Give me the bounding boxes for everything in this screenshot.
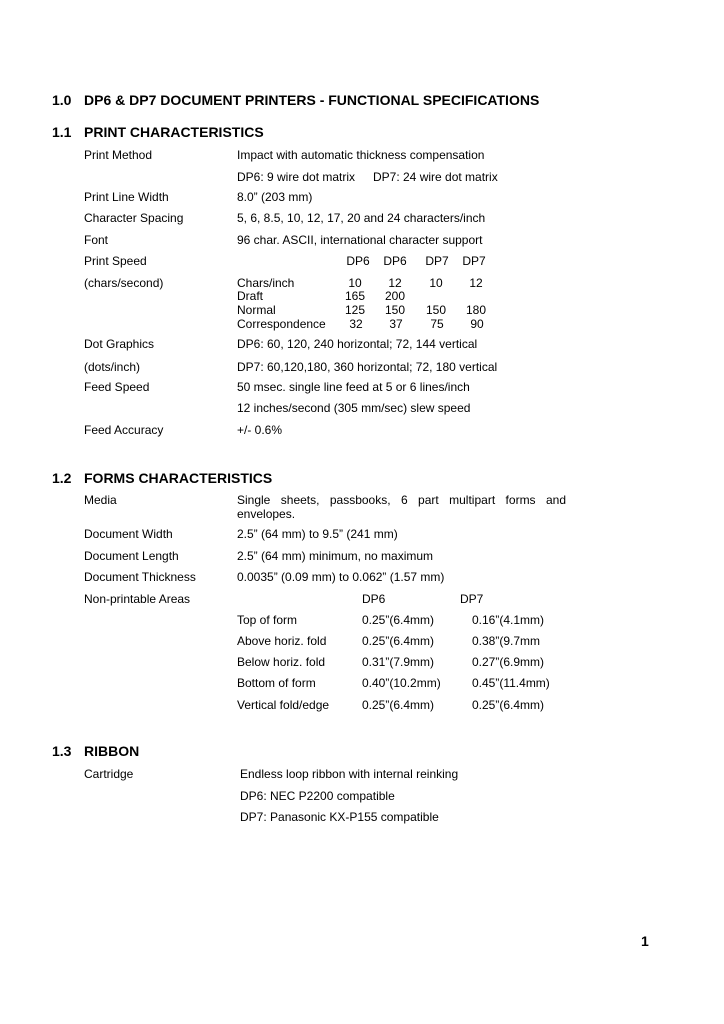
speed-row-name: Draft xyxy=(237,289,264,303)
nonprint-row-name: Above horiz. fold xyxy=(237,634,327,648)
speed-row-name: Normal xyxy=(237,303,276,317)
nonprint-cell: 0.27”(6.9mm) xyxy=(472,655,545,669)
media-value: Single sheets, passbooks, 6 part multipart forms and envelopes. xyxy=(237,493,566,521)
speed-cell: 125 xyxy=(344,303,366,317)
doc-length-value: 2.5” (64 mm) minimum, no maximum xyxy=(237,549,434,563)
cartridge-line2: DP6: NEC P2200 compatible xyxy=(240,789,395,803)
nonprint-label: Non-printable Areas xyxy=(84,592,191,606)
font-value: 96 char. ASCII, international character support xyxy=(237,233,483,247)
cartridge-line1: Endless loop ribbon with internal reinking xyxy=(240,767,459,781)
speed-cell: 200 xyxy=(384,289,406,303)
section-heading: PRINT CHARACTERISTICS xyxy=(84,124,264,140)
speed-col-header: DP6 xyxy=(346,254,370,268)
font-label: Font xyxy=(84,233,109,247)
feed-accuracy-value: +/- 0.6% xyxy=(237,423,283,437)
nonprint-col-header: DP7 xyxy=(460,592,484,606)
print-speed-sublabel: (chars/second) xyxy=(84,276,164,290)
speed-cell: 150 xyxy=(384,303,406,317)
doc-thickness-value: 0.0035” (0.09 mm) to 0.062” (1.57 mm) xyxy=(237,570,445,584)
title-number: 1.0 xyxy=(52,92,72,108)
speed-cell: 180 xyxy=(465,303,487,317)
speed-row-name: Chars/inch xyxy=(237,276,295,290)
speed-cell: 32 xyxy=(349,317,363,331)
feed-speed-line1: 50 msec. single line feed at 5 or 6 lines/inch xyxy=(237,380,470,394)
section-number: 1.2 xyxy=(52,470,72,486)
print-method-dp6: DP6: 9 wire dot matrix xyxy=(237,170,356,184)
print-speed-label: Print Speed xyxy=(84,254,147,268)
dot-graphics-label: Dot Graphics xyxy=(84,337,155,351)
nonprint-cell: 0.16”(4.1mm) xyxy=(472,613,545,627)
doc-thickness-label: Document Thickness xyxy=(84,570,196,584)
speed-cell: 37 xyxy=(389,317,403,331)
feed-accuracy-label: Feed Accuracy xyxy=(84,423,164,437)
nonprint-cell: 0.38”(9.7mm xyxy=(472,634,541,648)
feed-speed-label: Feed Speed xyxy=(84,380,150,394)
print-method-dp7: DP7: 24 wire dot matrix xyxy=(373,170,498,184)
nonprint-row-name: Bottom of form xyxy=(237,676,316,690)
feed-speed-line2: 12 inches/second (305 mm/sec) slew speed xyxy=(237,401,471,415)
print-method-label: Print Method xyxy=(84,148,153,162)
speed-cell: 12 xyxy=(469,276,483,290)
speed-cell: 90 xyxy=(470,317,484,331)
speed-col-header: DP7 xyxy=(462,254,486,268)
nonprint-cell: 0.25”(6.4mm) xyxy=(362,634,435,648)
print-method-value: Impact with automatic thickness compensation xyxy=(237,148,485,162)
doc-width-label: Document Width xyxy=(84,527,173,541)
speed-cell: 12 xyxy=(388,276,402,290)
nonprint-cell: 0.31”(7.9mm) xyxy=(362,655,435,669)
cartridge-label: Cartridge xyxy=(84,767,134,781)
page-number: 1 xyxy=(641,933,649,949)
nonprint-cell: 0.25”(6.4mm) xyxy=(362,613,435,627)
section-heading: RIBBON xyxy=(84,743,140,759)
speed-cell: 75 xyxy=(430,317,444,331)
nonprint-cell: 0.25”(6.4mm) xyxy=(472,698,545,712)
dot-graphics-sublabel: (dots/inch) xyxy=(84,360,141,374)
section-number: 1.1 xyxy=(52,124,72,140)
nonprint-cell: 0.45”(11.4mm) xyxy=(472,676,550,690)
nonprint-cell: 0.40”(10.2mm) xyxy=(362,676,441,690)
page-title: DP6 & DP7 DOCUMENT PRINTERS - FUNCTIONAL SPECIFICATIONS xyxy=(84,92,540,108)
speed-cell: 10 xyxy=(348,276,362,290)
doc-length-label: Document Length xyxy=(84,549,179,563)
speed-cell: 165 xyxy=(344,289,366,303)
nonprint-col-header: DP6 xyxy=(362,592,386,606)
speed-col-header: DP6 xyxy=(383,254,407,268)
speed-col-header: DP7 xyxy=(425,254,449,268)
section-heading: FORMS CHARACTERISTICS xyxy=(84,470,273,486)
section-number: 1.3 xyxy=(52,743,72,759)
dot-graphics-dp6: DP6: 60, 120, 240 horizontal; 72, 144 vertical xyxy=(237,337,478,351)
speed-row-name: Correspondence xyxy=(237,317,326,331)
doc-width-value: 2.5” (64 mm) to 9.5” (241 mm) xyxy=(237,527,398,541)
media-label: Media xyxy=(84,493,117,507)
speed-cell: 150 xyxy=(425,303,447,317)
line-width-label: Print Line Width xyxy=(84,190,169,204)
nonprint-row-name: Below horiz. fold xyxy=(237,655,326,669)
dot-graphics-dp7: DP7: 60,120,180, 360 horizontal; 72, 180 vertical xyxy=(237,360,498,374)
char-spacing-value: 5, 6, 8.5, 10, 12, 17, 20 and 24 characters/inch xyxy=(237,211,486,225)
nonprint-cell: 0.25”(6.4mm) xyxy=(362,698,435,712)
speed-cell: 10 xyxy=(429,276,443,290)
nonprint-row-name: Top of form xyxy=(237,613,298,627)
nonprint-row-name: Vertical fold/edge xyxy=(237,698,330,712)
line-width-value: 8.0” (203 mm) xyxy=(237,190,313,204)
char-spacing-label: Character Spacing xyxy=(84,211,184,225)
cartridge-line3: DP7: Panasonic KX-P155 compatible xyxy=(240,810,439,824)
